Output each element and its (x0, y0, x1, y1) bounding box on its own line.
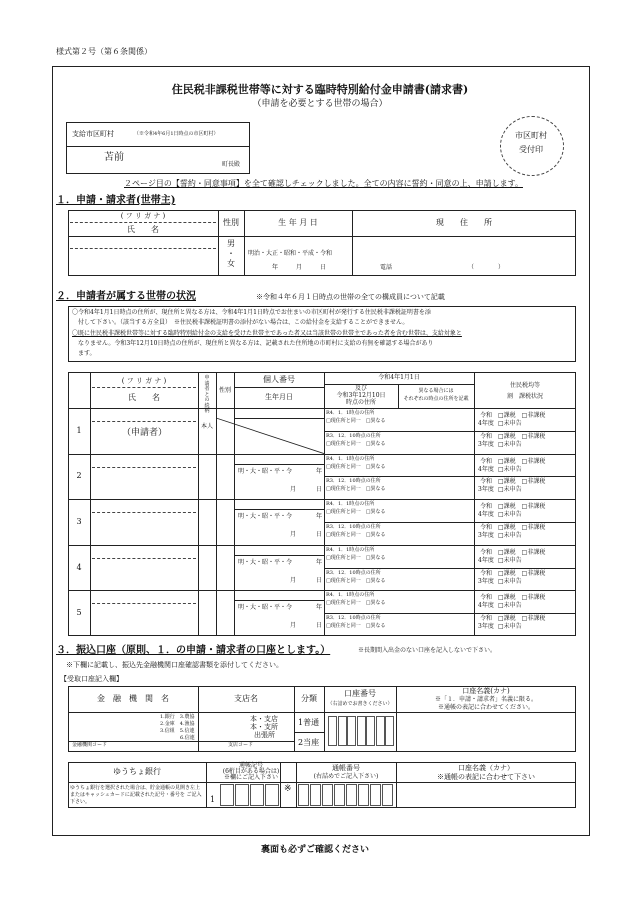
account-digit-cell[interactable] (347, 716, 356, 746)
s1-phone-input[interactable]: （ ） (468, 264, 505, 271)
municipality-suffix: 町長殿 (222, 161, 241, 168)
footer-note: 裏面も必ずご確認ください (260, 845, 369, 855)
branch-type-option[interactable]: 本・支所 (250, 723, 278, 731)
hh-era-options[interactable]: 明・大・昭・平・令 (238, 604, 293, 612)
hh-name-input[interactable] (92, 605, 196, 634)
hh-tax-era: 令和 (480, 412, 493, 419)
hh-row-number: 4 (76, 562, 82, 572)
hh-myno-input[interactable] (236, 546, 322, 554)
hh-relation-header: 申請者との続柄 (204, 375, 210, 414)
hh-tax-era: 令和 (480, 457, 493, 465)
yucho-header: ゆうちょ銀行 (113, 767, 161, 776)
hh-r4-addr-label: R4．1．1時点の住所 (326, 455, 375, 462)
kigo-header: (6桁目がある場合は) (222, 768, 280, 775)
hh-myno-input[interactable] (236, 500, 322, 508)
bank-type-option[interactable]: 2.金庫 4.漁協 (160, 721, 195, 727)
bango-digit-cell[interactable] (370, 784, 381, 806)
s1-gender-dot: ・ (227, 249, 235, 258)
account-digit-cell[interactable] (357, 716, 366, 746)
account-no-header: 口座番号 (344, 689, 376, 698)
hh-dob-header: 生年月日 (265, 393, 293, 401)
form-number: 様式第２号（第６条関係） (56, 47, 152, 56)
hh-tax3-undeclared[interactable]: □未申告 (498, 623, 522, 631)
bango-digit-cell[interactable] (358, 784, 369, 806)
hh-tax-era: 令和 (480, 524, 493, 531)
hh-r4-addr-label: R4．1．1時点の住所 (326, 501, 375, 508)
hh-tax-year3: 3年度 (478, 440, 494, 448)
s1-furigana-header: ( フ リ ガ ナ ) (120, 212, 166, 220)
s1-dob-header: 生 年 月 日 (278, 218, 318, 227)
account-digit-cell[interactable] (385, 716, 394, 746)
account-digit-cell[interactable] (366, 716, 375, 746)
hh-addr-header: 令和3年12月10日 (336, 392, 386, 399)
hh-tax-era: 令和 (480, 548, 493, 556)
hh-r4-same-check[interactable]: □現住所と同一 □異なる (326, 554, 386, 561)
hh-tax3-check[interactable]: □課税 □非課税 (498, 432, 546, 440)
s2-note-line: 〇既に住民税非課税世帯等に対する臨時特別給付金の支給を受けた世帯主であった者又は当該世帯の世帯主であった者を含む世帯は、支給対象と (72, 330, 462, 337)
hh-tax-era: 令和 (480, 615, 493, 623)
hh-furigana-input[interactable] (92, 500, 196, 511)
hh-tax4-undeclared[interactable]: □未申告 (498, 465, 522, 473)
yucho-holder-note: ※通帳の表記に合わせて下さい (437, 773, 535, 781)
municipality-value[interactable]: 苫前 (104, 152, 124, 163)
hh-tax-year4: 4年度 (478, 465, 494, 473)
hh-tax-era: 令和 (480, 478, 493, 486)
municipality-label: 支給市区町村 (72, 130, 114, 138)
s1-era-options[interactable]: 明治・大正・昭和・平成・令和 (248, 250, 333, 257)
hh-tax-year4: 4年度 (478, 420, 494, 427)
bango-digit-cell[interactable] (382, 784, 393, 806)
bank-type-option[interactable]: 1.銀行 3.農協 (160, 714, 195, 720)
stamp-line2: 受付印 (519, 145, 543, 154)
hh-tax3-undeclared[interactable]: □未申告 (498, 486, 522, 494)
bank-type-option[interactable]: 3.信組 5.信連 (160, 728, 195, 734)
kigo-digit-cell[interactable] (250, 784, 264, 806)
section3-heading-note: ※長期間入出金のない口座を記入しないで下さい。 (358, 647, 497, 654)
hh-tax4-undeclared[interactable]: □未申告 (498, 420, 522, 427)
s1-phone-label: 電話 (380, 264, 393, 271)
hh-tax3-check[interactable]: □課税 □非課税 (498, 478, 546, 486)
hh-tax-year4: 4年度 (478, 556, 494, 564)
account-no-sub: （右詰めでお書きください） (327, 701, 393, 707)
type-touza[interactable]: 2当座 (298, 738, 320, 747)
hh-year-unit: 年 (316, 604, 323, 612)
type-futsu[interactable]: 1普通 (298, 718, 320, 727)
hh-r3-addr-label: R3．12．10時点の住所 (326, 615, 381, 622)
hh-tax-header: 住民税均等 (509, 382, 540, 389)
hh-r3-addr-label: R3．12．10時点の住所 (326, 478, 381, 485)
hh-gender-header: 性別 (218, 387, 231, 394)
kigo-6th-mark: ※ (284, 784, 292, 794)
hh-day-unit: 日 (316, 531, 323, 539)
hh-tax4-undeclared[interactable]: □未申告 (498, 511, 522, 519)
s1-name-input[interactable] (70, 250, 216, 274)
s2-note-line: 付して下さい。（該当する方全員） ※住民税非課税証明書の添付がない場合は、この給付金を支給することができません。 (72, 319, 409, 326)
section2-heading: ２．申請者が属する世帯の状況 (56, 291, 196, 302)
form-subtitle: （申請を必要とする世帯の場合） (252, 99, 388, 109)
hh-tax-era: 令和 (480, 432, 493, 440)
hh-relation-input[interactable] (200, 592, 214, 634)
bango-digit-cell[interactable] (322, 784, 333, 806)
hh-myno-input[interactable] (236, 455, 322, 463)
hh-tax3-check[interactable]: □課税 □非課税 (498, 615, 546, 623)
hh-era-options[interactable]: 明・大・昭・平・令 (238, 513, 293, 521)
bango-header: 通帳番号 (332, 764, 360, 772)
s2-note-line: ます。 (72, 350, 96, 357)
hh-addr-header: 令和4年1月1日 (378, 374, 420, 381)
hh-day-unit: 日 (316, 576, 323, 584)
section1-heading: １．申請・請求者(世帯主) (56, 195, 176, 206)
hh-r3-addr-label: R3．12．10時点の住所 (326, 524, 381, 530)
hh-r3-same-check[interactable]: □現住所と同一 □異なる (326, 623, 386, 630)
s2-note-line: 〇令和4年1月1日時点の住所が、現住所と異なる方は、令和4年1月1日時点でお住まいの市区町村が発行する住民税非課税証明書を添 (72, 309, 431, 316)
s1-furigana-input[interactable] (70, 237, 216, 247)
bango-digit-cell[interactable] (310, 784, 321, 806)
hh-tax-year4: 4年度 (478, 602, 494, 610)
consent-statement: ２ページ目の【誓約・同意事項】を全て確認しチェックしました。全ての内容に誓約・同意の上、申請します。 (124, 179, 523, 188)
hh-day-unit: 日 (316, 622, 323, 630)
bank-code-input[interactable] (108, 742, 168, 751)
hh-r4-same-check[interactable]: □現住所と同一 □異なる (326, 600, 386, 607)
bank-code-label: 金融機関コード (72, 742, 108, 748)
stamp-line1: 市区町村 (515, 131, 547, 140)
account-digit-cell[interactable] (328, 716, 337, 746)
hh-tax3-undeclared[interactable]: □未申告 (498, 532, 522, 539)
hh-era-options[interactable]: 明・大・昭・平・令 (238, 558, 293, 566)
hh-furigana-input[interactable] (92, 546, 196, 557)
hh-month-unit: 月 (290, 531, 297, 539)
bango-digit-cell[interactable] (346, 784, 357, 806)
hh-r3-addr-label: R3．12．10時点の住所 (326, 432, 381, 439)
account-digit-cell[interactable] (338, 716, 347, 746)
hh-tax-era: 令和 (480, 569, 493, 577)
hh-relation-input[interactable] (200, 456, 214, 498)
bank-type-option[interactable]: 6.信連 (160, 735, 195, 741)
bango-digit-cell[interactable] (334, 784, 345, 806)
hh-r4-same-check[interactable]: □現住所と同一 □異なる (326, 509, 386, 516)
kigo-header: 通帳記号 (238, 762, 263, 769)
hh-r4-same-check[interactable]: □現住所と同一 □異なる (326, 463, 386, 470)
hh-furigana-header: ( フ リ ガ ナ ) (121, 377, 167, 385)
branch-code-label: 支店コード (228, 742, 254, 748)
bango-digit-cell[interactable] (298, 784, 309, 806)
hh-tax3-undeclared[interactable]: □未申告 (498, 440, 522, 448)
s1-address-header: 現 住 所 (436, 218, 492, 227)
hh-diff-header: 異なる場合には (418, 388, 454, 394)
hh-r3-same-check[interactable]: □現住所と同一 □異なる (326, 577, 386, 584)
hh-tax4-undeclared[interactable]: □未申告 (498, 556, 522, 564)
hh-tax-year3: 3年度 (478, 486, 494, 494)
bank-name-header: 金 融 機 関 名 (97, 694, 169, 703)
section2-heading-note: ※令和４年６月１日時点の世帯の全ての構成員について記載 (256, 293, 445, 301)
form-title: 住民税非課税世帯等に対する臨時特別給付金申請書(請求書) (171, 83, 469, 96)
hh-myno-input[interactable] (236, 591, 322, 599)
hh-relation-input[interactable] (200, 547, 214, 589)
section3-note: ※下欄に記載し、振込先金融機関口座確認書類を添付してください。 (66, 661, 283, 669)
relation-self: 本人 (201, 423, 214, 430)
hh-r4-addr-label: R4．1．1時点の住所 (326, 546, 375, 553)
s1-name-header: 氏 名 (127, 225, 159, 234)
hh-tax-year3: 3年度 (478, 623, 494, 631)
hh-name-input[interactable] (92, 514, 196, 543)
s1-male-option[interactable]: 男 (227, 239, 235, 248)
municipality-note: （※令和4年6月1日時点の市区町村） (134, 131, 219, 137)
hh-month-unit: 月 (290, 485, 297, 493)
hh-r4-addr-label: R4．1．1時点の住所 (326, 592, 375, 599)
kigo-digit-cell[interactable] (220, 784, 234, 806)
hh-year-unit: 年 (316, 558, 323, 566)
s1-gender-header: 性別 (223, 218, 239, 227)
hh-day-unit: 日 (316, 485, 323, 493)
hh-year-unit: 年 (316, 467, 323, 475)
hh-furigana-input[interactable] (92, 455, 196, 466)
hh-year-unit: 年 (316, 513, 323, 521)
section3-heading: ３．振込口座（原則、１．の申請・請求者の口座とします。） (56, 645, 331, 656)
holder-note: ※通帳の表記に合わせてください。 (437, 704, 534, 711)
bango-sub: (右詰めでご記入下さい) (313, 773, 379, 780)
yucho-holder-input[interactable] (398, 784, 574, 806)
hh-r3-same-check[interactable]: □現住所と同一 □異なる (326, 486, 386, 493)
hh-tax4-check[interactable]: □課税 □非課税 (498, 548, 546, 556)
hh-r3-addr-label: R3．12．10時点の住所 (326, 569, 381, 576)
branch-type-option[interactable]: 出張所 (254, 731, 275, 739)
kigo-digit-cell[interactable] (235, 784, 249, 806)
hh-r3-same-check[interactable]: □現住所と同一 □異なる (326, 532, 386, 538)
hh-tax4-check[interactable]: □課税 □非課税 (498, 412, 546, 419)
hh-month-unit: 月 (290, 622, 297, 630)
account-digit-cell[interactable] (376, 716, 385, 746)
hh-row-number: 3 (76, 517, 82, 526)
type-header: 分類 (301, 694, 317, 703)
hh-self-diagonal (216, 418, 324, 454)
hh-myno-input[interactable] (236, 409, 322, 417)
hh-row-number: 2 (76, 471, 82, 481)
account-bracket-label: 【受取口座記入欄】 (60, 675, 123, 683)
s2-note-line: なりません。令和3年12月10日時点の住所が、現住所と異なる方は、記載された住所地の市町村に支給の有無を確認する場合があり (72, 340, 434, 347)
hh-tax4-check[interactable]: □課税 □非課税 (498, 594, 546, 602)
hh-furigana-input[interactable] (92, 591, 196, 602)
hh-row-number: 1 (76, 425, 82, 435)
hh-r4-same-check[interactable]: □現住所と同一 □異なる (326, 418, 386, 424)
hh-tax4-check[interactable]: □課税 □非課税 (498, 457, 546, 465)
applicant-marker: （申請者） (122, 427, 168, 438)
hh-tax-era: 令和 (480, 503, 493, 511)
s1-female-option[interactable]: 女 (227, 259, 235, 268)
hh-row-number: 5 (76, 608, 82, 618)
hh-name-input[interactable] (92, 560, 196, 589)
hh-tax4-undeclared[interactable]: □未申告 (498, 602, 522, 610)
holder-header: 口座名義(カナ) (462, 687, 510, 695)
hh-tax-year4: 4年度 (478, 511, 494, 519)
hh-tax-era: 令和 (480, 594, 493, 602)
hh-tax-year3: 3年度 (478, 532, 494, 539)
kigo-prefix: 1 (210, 795, 216, 804)
yucho-holder-header: 口座名義（カナ） (458, 764, 514, 772)
hh-furigana-input[interactable] (92, 409, 196, 420)
hh-tax3-check[interactable]: □課税 □非課税 (498, 569, 546, 577)
hh-name-header: 氏 名 (128, 393, 160, 402)
s1-ymd[interactable]: 年 月 日 (272, 264, 327, 271)
s1-address-input[interactable] (354, 238, 574, 260)
hh-tax-header: 割 課税状況 (506, 393, 543, 400)
hh-relation-input[interactable] (200, 501, 214, 543)
hh-diff-header: それぞれの時点の住所を記載 (403, 396, 469, 402)
kigo-header: ※欄にご記入下さい (223, 774, 278, 781)
yucho-note: ゆうちょ銀行を選択された場合は、貯金通帳の見開き左上またはキャッシュカードに記載された記号・番号を ご記入下さい。 (70, 785, 202, 805)
branch-type-option[interactable]: 本・支店 (250, 715, 278, 723)
hh-tax3-check[interactable]: □課税 □非課税 (498, 524, 546, 531)
hh-tax3-undeclared[interactable]: □未申告 (498, 577, 522, 585)
holder-note: ※「１．申請・請求者」名義に限る。 (434, 696, 537, 703)
hh-era-options[interactable]: 明・大・昭・平・令 (238, 467, 293, 475)
hh-tax4-check[interactable]: □課税 □非課税 (498, 503, 546, 511)
hh-myno-header: 個人番号 (263, 375, 295, 384)
hh-addr-header: 時点の住所 (345, 399, 376, 406)
kigo-digit-cell[interactable] (265, 784, 279, 806)
hh-month-unit: 月 (290, 576, 297, 584)
branch-header: 支店名 (234, 694, 258, 703)
hh-name-input[interactable] (92, 469, 196, 498)
hh-addr-header: 及び (354, 385, 367, 392)
hh-r4-addr-label: R4．1．1時点の住所 (326, 410, 375, 416)
hh-r3-same-check[interactable]: □現住所と同一 □異なる (326, 440, 386, 447)
hh-tax-year3: 3年度 (478, 577, 494, 585)
